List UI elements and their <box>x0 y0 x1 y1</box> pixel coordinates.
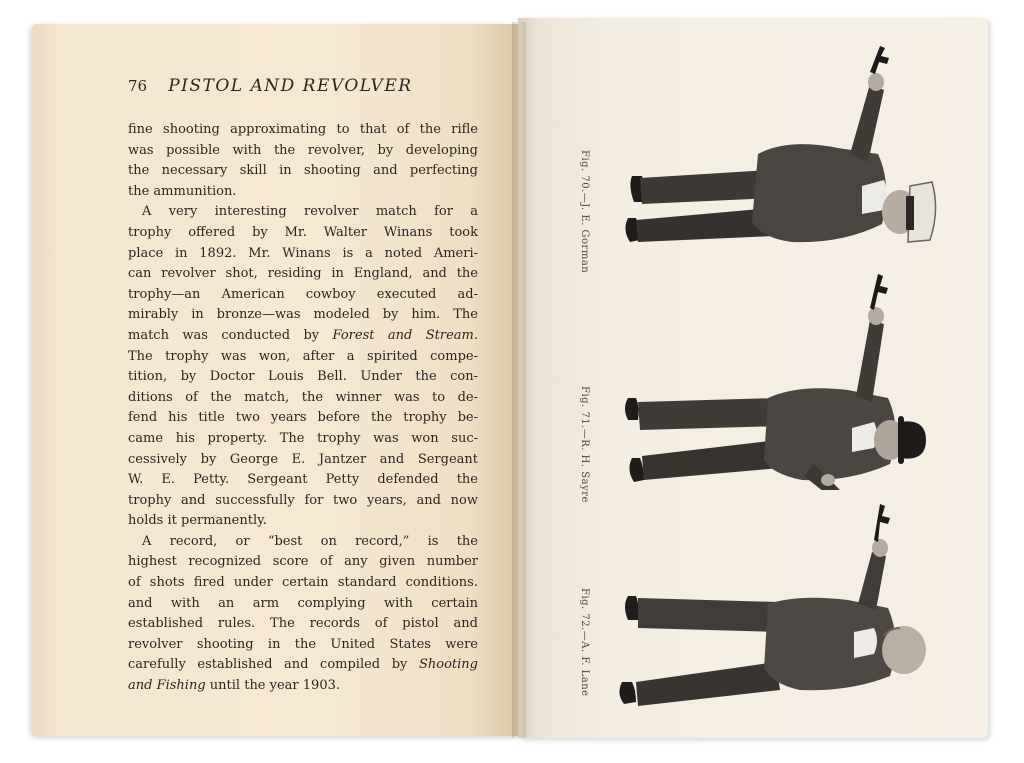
text-fragment: carefully established and compiled by <box>128 657 419 673</box>
text-line: cessively by George E. Jantzer and Sergeant <box>128 451 478 467</box>
text-line: highest recognized score of any given number <box>128 554 478 570</box>
text-line: trophy offered by Mr. Walter Winans took <box>128 224 478 240</box>
text-line: fend his title two years before the trophy be- <box>128 410 478 426</box>
italic-title-and-fishing: and Fishing <box>128 678 206 694</box>
text-line: the ammunition. <box>128 183 237 199</box>
text-line: came his property. The trophy was won suc- <box>128 430 478 446</box>
figure-70-photo <box>618 36 938 258</box>
figure-71-photo <box>618 258 938 490</box>
page-number: 76 <box>128 77 148 95</box>
book-gutter <box>512 22 526 738</box>
text-line: of shots fired under certain standard conditions. <box>128 575 478 591</box>
text-line: fine shooting approximating to that of the rifle <box>128 122 478 137</box>
text-fragment: match was conducted by <box>128 327 333 343</box>
text-line: trophy and successfully for two years, and now <box>128 492 478 508</box>
text-line <box>128 676 478 697</box>
text-line <box>128 326 478 347</box>
text-line: can revolver shot, residing in England, and the <box>128 266 478 282</box>
figure-caption-72: Fig. 72.—A. F. Lane <box>579 588 590 697</box>
body-text <box>128 120 478 697</box>
italic-title-shooting: Shooting <box>418 657 478 673</box>
text-line <box>128 655 478 676</box>
text-line: tition, by Doctor Louis Bell. Under the con- <box>128 369 478 385</box>
text-line: revolver shooting in the United States were <box>128 636 478 652</box>
text-line: holds it permanently. <box>128 513 267 529</box>
figure-caption-70: Fig. 70.—J. E. Gorman <box>579 150 590 274</box>
text-line: A very interesting revolver match for a <box>142 204 478 220</box>
running-title: PISTOL AND REVOLVER <box>168 76 413 96</box>
text-line: place in 1892. Mr. Winans is a noted Ameri- <box>128 245 478 261</box>
text-line: and with an arm complying with certain <box>128 595 478 611</box>
text-line: W. E. Petty. Sergeant Petty defended the <box>128 472 478 488</box>
open-book <box>24 14 992 742</box>
text-line: The trophy was won, after a spirited compe- <box>128 348 478 364</box>
text-line: mirably in bronze—was modeled by him. The <box>128 307 478 323</box>
text-fragment: until the year 1903. <box>209 678 340 694</box>
text-line: was possible with the revolver, by developing <box>128 142 478 158</box>
figure-caption-71: Fig. 71.—R. H. Sayre <box>579 386 590 503</box>
text-line: ditions of the match, the winner was to de- <box>128 389 478 405</box>
figure-72-photo <box>618 486 938 718</box>
page-header <box>128 76 413 96</box>
text-line: established rules. The records of pistol and <box>128 616 478 632</box>
text-line: the necessary skill in shooting and perfecting <box>128 163 478 179</box>
italic-title-forest-and-stream: Forest and Stream. <box>332 327 478 343</box>
text-line: A record, or “best on record,” is the <box>142 533 478 549</box>
text-line: trophy—an American cowboy executed ad- <box>128 286 478 302</box>
